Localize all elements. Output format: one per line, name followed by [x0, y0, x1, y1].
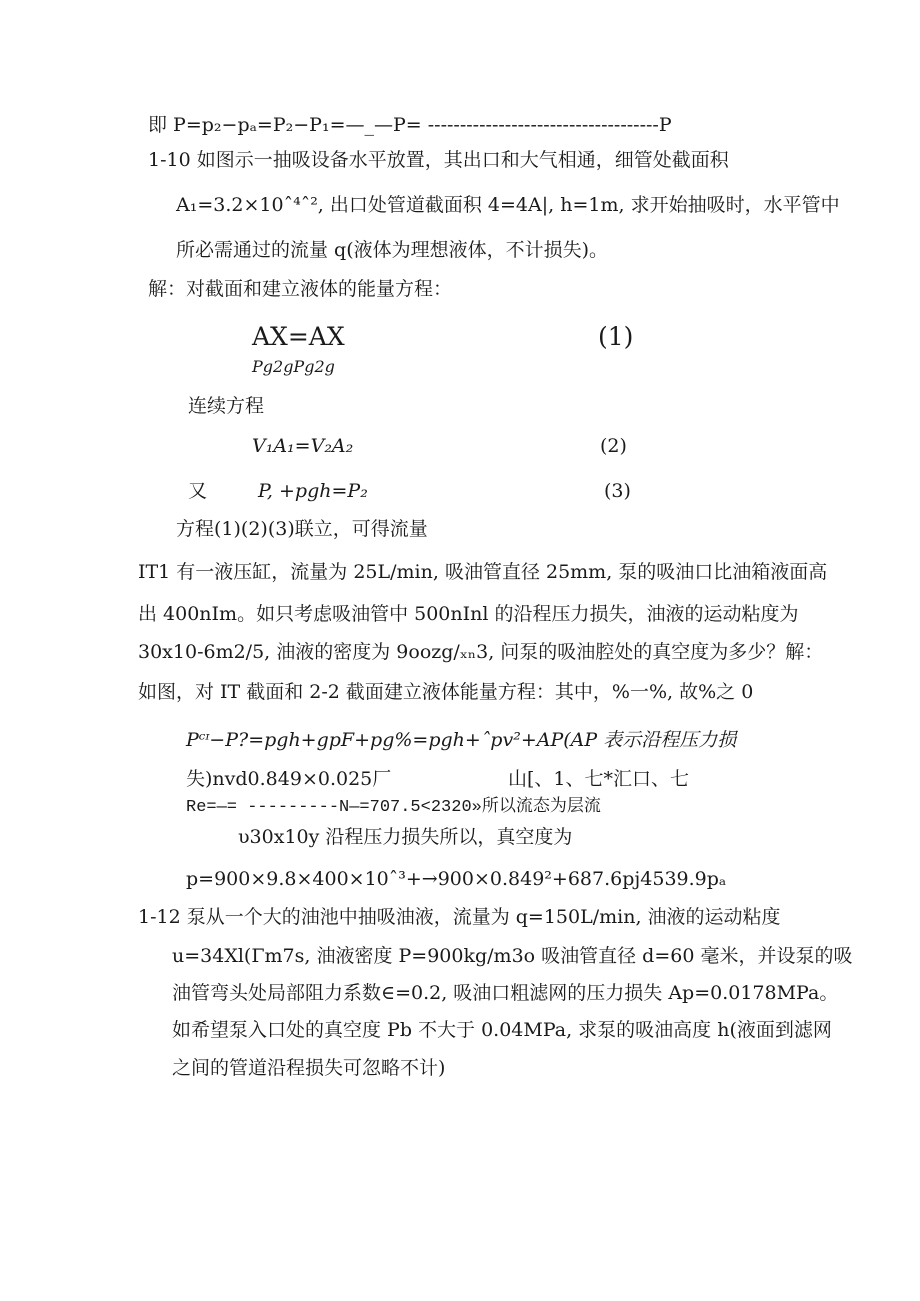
solution-intro: 解：对截面和建立液体的能量方程： — [148, 278, 453, 300]
equation-line-dp: 即 P=p₂−pₐ=P₂−P₁=—_—P= ------------------------------------P — [148, 114, 672, 136]
problem-1-12-line-5: 之间的管道沿程损失可忽略不计) — [172, 1057, 446, 1079]
problem-1-11-line-3: 30x10-6m2/5, 油液的密度为 9oozg/ₓₙ3, 问泵的吸油腔处的真空度为多少？解： — [138, 641, 824, 663]
pressure-equation: P, +pgh=P₂ — [258, 480, 368, 502]
problem-1-11-line-1: IT1 有一液压缸，流量为 25L/min, 吸油管直径 25mm, 泵的吸油口比油箱液面高 — [138, 561, 828, 583]
problem-1-11-line-2: 出 400nIm。如只考虑吸油管中 500nInl 的沿程压力损失，油液的运动粘度为 — [138, 603, 799, 625]
reynolds-line-a: 失)nvd0.849×0.025厂 — [186, 768, 392, 790]
reynolds-result: Re=—= ---------N—=707.5<2320»所以流态为层流 — [186, 798, 601, 817]
equation-number-3: (3) — [604, 480, 631, 502]
vacuum-result: p=900×9.8×400×10ˆ³+→900×0.849²+687.6pj4539.9pₐ — [186, 868, 727, 890]
equation-number-1: (1) — [598, 322, 634, 351]
problem-1-12-line-1: 1-12 泵从一个大的油池中抽吸油液，流量为 q=150L/min, 油液的运动粘度 — [138, 906, 781, 928]
problem-1-11-line-4: 如图，对 IT 截面和 2-2 截面建立液体能量方程：其中，%一%, 故%之 0 — [138, 681, 754, 703]
problem-1-10-line-1: 1-10 如图示一抽吸设备水平放置，其出口和大气相通，细管处截面积 — [148, 149, 729, 171]
equation-number-2: (2) — [600, 435, 627, 457]
also-label: 又 — [188, 480, 208, 502]
energy-equation: AX=AX — [252, 322, 345, 351]
problem-1-12-line-3: 油管弯头处局部阻力系数∈=0.2, 吸油口粗滤网的压力损失 Ap=0.0178MPa。 — [172, 982, 839, 1004]
reynolds-line-b: 山[、1、七*汇口、七 — [508, 768, 690, 790]
continuity-heading: 连续方程 — [188, 395, 265, 417]
problem-1-12-line-2: u=34Xl(Γm7s, 油液密度 P=900kg/m3o 吸油管直径 d=60 毫米，并设泵的吸 — [172, 945, 853, 967]
problem-1-12-line-4: 如希望泵入口处的真空度 Pb 不大于 0.04MPa, 求泵的吸油高度 h(液面到滤网 — [172, 1019, 832, 1041]
problem-1-10-line-3: 所必需通过的流量 q(液体为理想液体，不计损失)。 — [176, 239, 609, 261]
energy-equation-1-11: Pᶜᶦ−P?=pgh+gpF+pg%=pgh+ˆpv²+AP(AP 表示沿程压力损 — [186, 729, 737, 751]
combine-equations: 方程(1)(2)(3)联立，可得流量 — [176, 518, 428, 540]
energy-equation-denominators: Pg2gPg2g — [252, 357, 335, 376]
continuity-equation: V₁A₁=V₂A₂ — [252, 435, 354, 457]
problem-1-10-line-2: A₁=3.2×10ˆ⁴ˆ², 出口处管道截面积 4=4A|, h=1m, 求开始抽吸时，水平管中 — [176, 194, 840, 216]
loss-and-vacuum: υ30x10y 沿程压力损失所以，真空度为 — [238, 826, 573, 848]
